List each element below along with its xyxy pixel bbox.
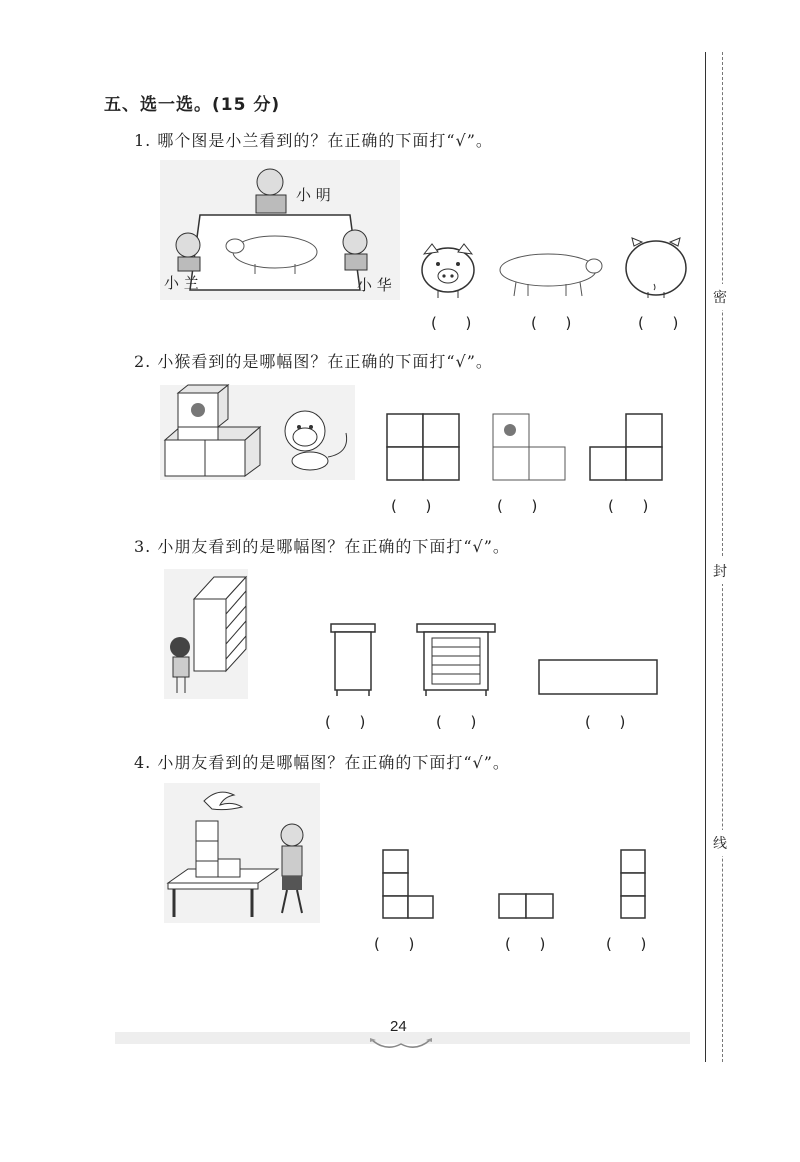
q2-scene-illustration [160, 385, 355, 480]
q4-option-2 [498, 893, 554, 919]
q4-option-1 [382, 849, 434, 919]
q2-answer-blank-1[interactable]: ( ) [391, 497, 432, 515]
q4-option-3 [620, 849, 646, 919]
q3-option-side-view [330, 623, 376, 697]
q1-option-pig-front [418, 240, 478, 302]
q1-answer-blank-3[interactable]: ( ) [638, 314, 679, 332]
label-xiaohua: 小 华 [357, 276, 392, 294]
footer-ornament-icon [368, 1034, 434, 1052]
q2-option-1 [386, 413, 460, 481]
q4-answer-blank-1[interactable]: ( ) [374, 935, 415, 953]
q2-answer-blank-3[interactable]: ( ) [608, 497, 649, 515]
q3-option-top-view [538, 659, 658, 695]
q4-scene-illustration [164, 783, 320, 923]
margin-solid-line [705, 52, 706, 1062]
q1-answer-blank-2[interactable]: ( ) [531, 314, 572, 332]
q1-option-pig-back [624, 234, 688, 300]
question-4-text: 4. 小朋友看到的是哪幅图？在正确的下面打“√”。 [134, 753, 510, 772]
page-number: 24 [390, 1018, 407, 1035]
margin-char-xian: 线 [713, 830, 727, 856]
section-title: 五、选一选。(15 分) [104, 95, 281, 115]
question-2-text: 2. 小猴看到的是哪幅图？在正确的下面打“√”。 [134, 352, 493, 371]
margin-char-mi: 密 [713, 284, 727, 310]
margin-char-feng: 封 [713, 558, 727, 584]
q2-option-3 [589, 413, 663, 481]
q1-option-pig-side [494, 246, 606, 300]
q1-answer-blank-1[interactable]: ( ) [431, 314, 472, 332]
q3-scene-illustration [164, 569, 248, 699]
q3-answer-blank-3[interactable]: ( ) [585, 713, 626, 731]
q4-answer-blank-3[interactable]: ( ) [606, 935, 647, 953]
q3-answer-blank-1[interactable]: ( ) [325, 713, 366, 731]
question-3-text: 3. 小朋友看到的是哪幅图？在正确的下面打“√”。 [134, 537, 510, 556]
q3-answer-blank-2[interactable]: ( ) [436, 713, 477, 731]
q4-answer-blank-2[interactable]: ( ) [505, 935, 546, 953]
label-xiaolan: 小 兰 [164, 274, 199, 292]
q2-answer-blank-2[interactable]: ( ) [497, 497, 538, 515]
question-1-text: 1. 哪个图是小兰看到的？在正确的下面打“√”。 [134, 131, 493, 150]
label-xiaoming: 小 明 [296, 186, 331, 204]
margin-dashed-line [722, 52, 723, 1062]
q2-option-2 [492, 413, 566, 481]
q3-option-front-view [416, 623, 496, 697]
